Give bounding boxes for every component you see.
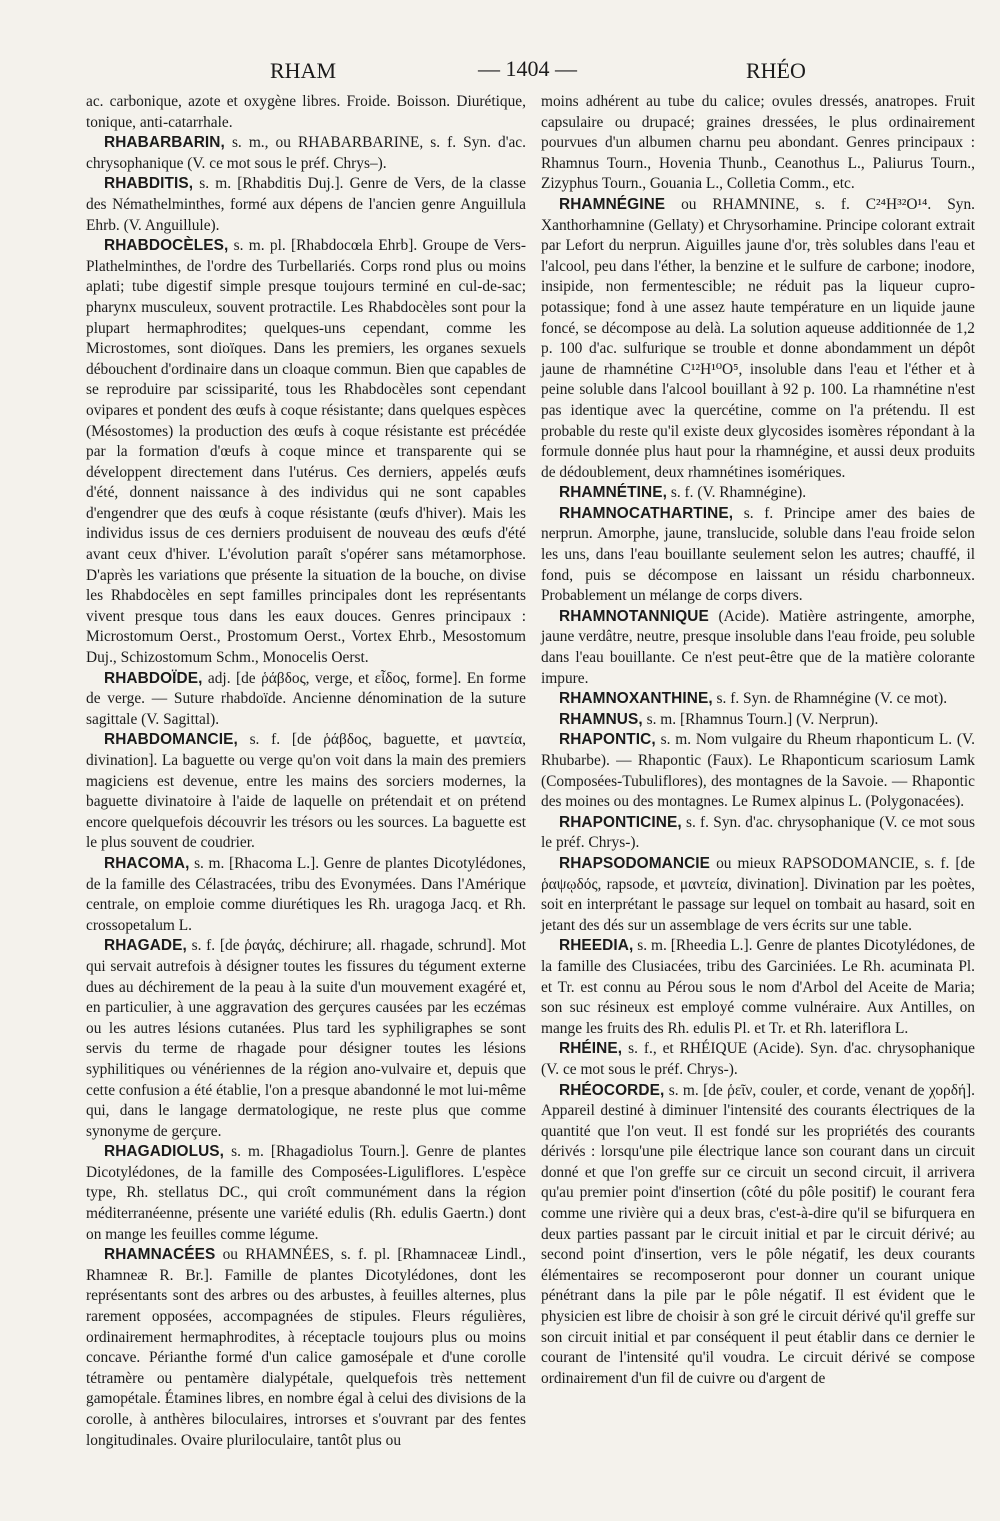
entry-headword: RHAMNOTANNIQUE xyxy=(559,607,709,625)
entry-headword: RHAGADE, xyxy=(104,937,187,955)
entry-text: s. m. [Rheedia L.]. Genre de plantes Dicotylédones, de la famille des Clusiacées, tribu des Garciniées. Le Rh. acuminata Pl. et Tr. est connu au Pérou sous le nom d'Arbol del Aceite de Maria; son suc résineux est employé comme vulnéraire. Aux Antilles, on mange les fruits des Rh. edulis Pl. et Tr. et Rh. lateriflora L. xyxy=(541,937,975,1037)
entry-text: s. f. Syn. de Rhamnégine (V. ce mot). xyxy=(712,690,948,708)
header-right-guide-word: RHÉO xyxy=(746,58,806,83)
entry-text: s. m. [Rhagadiolus Tourn.]. Genre de plantes Dicotylédones, de la famille des Composées-Liguliflores. L'espèce type, Rh. stellatus DC., qui croît communément dans la région méditerranéenne, présente une variété edulis (Rh. edulis Gaertn.) dont on mange les feuilles comme légume. xyxy=(86,1143,526,1243)
entry-text: ou mieux RAPSODOMANCIE, s. f. [de ῥαψῳδός, rapsode, et μαντεία, divination]. Divination par les poètes, soit en interprétant le passage sur lequel on tombait au hasard, soit en jetant des dés sur un assemblage de vers écrits sur une table. xyxy=(541,854,975,934)
dictionary-entry xyxy=(541,483,975,504)
dictionary-entry xyxy=(86,174,526,236)
entry-text: adj. [de ῥάβδος, verge, et εἶδος, forme]. En forme de verge. — Suture rhabdoïde. Ancienne dénomination de la suture sagittale (V. Sagittal). xyxy=(86,669,526,728)
dictionary-entry xyxy=(541,195,975,483)
entry-headword: RHAMNOXANTHINE, xyxy=(559,690,713,708)
entry-headword: RHAMNÉGINE xyxy=(559,195,666,213)
entry-text: s. m. Nom vulgaire du Rheum rhaponticum L. (V. Rhubarbe). — Rhapontic (Faux). Le Rhaponticum scariosum Lamk (Composées-Tubuliflores), des montagnes de la Savoie. — Rhapontic des moines ou des montagnes. Le Rumex alpinus L. (Polygonacées). xyxy=(541,731,975,811)
entry-headword: RHABDOCÈLES, xyxy=(104,237,229,255)
dictionary-entry xyxy=(541,710,975,731)
dictionary-entry xyxy=(86,236,526,668)
dictionary-entry xyxy=(541,689,975,710)
entry-text: s. f. Principe amer des baies de nerprun. Amorphe, jaune, translucide, soluble dans l'eau froide selon les uns, dans l'eau bouillante seulement selon les autres; chauffé, il fond, puis se décompose en laissant un résidu charbonneux. Probablement un mélange de corps divers. xyxy=(541,504,975,605)
entry-headword: RHAPONTICINE, xyxy=(559,813,682,831)
dictionary-entry xyxy=(541,92,975,195)
entry-headword: RHACOMA, xyxy=(104,854,190,872)
entry-headword: RHABDOÏDE, xyxy=(104,669,203,687)
entry-text: s. m. [Rhabditis Duj.]. Genre de Vers, de la classe des Némathelminthes, formé aux dépens de l'ancien genre Anguillula Ehrb. (V. Anguillule). xyxy=(86,175,526,234)
dictionary-entry xyxy=(86,854,526,936)
entry-headword: RHABDITIS, xyxy=(104,175,194,193)
entry-text: s. f., et RHÉIQUE (Acide). Syn. d'ac. chrysophanique (V. ce mot sous le préf. Chrys-). xyxy=(541,1040,975,1078)
dictionary-entry xyxy=(86,92,526,133)
dictionary-entry xyxy=(541,504,975,607)
entry-text: (Acide). Matière astringente, amorphe, jaune verdâtre, neutre, presque insoluble dans l'eau froide, peu soluble dans l'eau bouillante. Ce n'est peut-être que de la matière colorante impure. xyxy=(541,607,975,687)
entry-headword: RHAMNOCATHARTINE, xyxy=(559,504,734,522)
page-number: — 1404 — xyxy=(478,56,577,81)
entry-headword: RHAGADIOLUS, xyxy=(104,1143,225,1161)
entry-text: s. m. [de ῥεῖν, couler, et corde, venant de χορδή]. Appareil destiné à diminuer l'intensité des courants électriques de la quantité que l'on veut. Il est fondé sur les propriétés des courants dérivés : lorsqu'une pile électrique lance son courant dans un circuit donné et que l'on greffe sur ce circuit un second circuit, il arrivera qu'au premier point d'insertion (côté du pôle positif) le courant fera comme une rivière qui a deux bras, c'est-à-dire qu'il se bifurquera en deux parties passant par le circuit initial et par le circuit dérivé; au second point d'insertion, vers le pôle négatif, les deux courants élémentaires se recomposeront pour donner un courant unique pénétrant dans la pile par le pôle négatif. Il est évident que le physicien est libre de choisir à son gré le circuit dérivé qu'il greffe sur son circuit initial et par conséquent il peut établir dans ce dernier le courant de l'intensité qu'il voudra. Le circuit dérivé se compose ordinairement d'un fil de cuivre ou d'argent de xyxy=(541,1081,975,1387)
dictionary-entry xyxy=(86,669,526,731)
entry-headword: RHAMNACÉES xyxy=(104,1246,216,1264)
entry-text: s. m. pl. [Rhabdocœla Ehrb]. Groupe de Vers-Plathelminthes, de l'ordre des Turbellariés. Corps rond plus ou moins aplati; tube digestif simple presque toujours terminé en cul-de-sac; pharynx musculeux, souvent protractile. Les Rhabdocèles sont pour la plupart hermaphrodites; quelques-uns cependant, comme les Microstomes, sont dioïques. Dans les premiers, les organes sexuels débouchent d'ordinaire dans un cloaque commun. Bien que capables de se reproduire par scissiparité, tous les Rhabdocèles sont cependant ovipares et pondent des œufs à coque résistante; dans quelques espèces (Mésostomes) la production des œufs à coque résistante est précédée par la formation d'œufs à coque mince et transparente qui se développent directement dans l'utérus. Ces derniers, appelés œufs d'été, donnent naissance à des individus qui ne sont capables d'engendrer que des œufs à coque résistante (œufs d'hiver). Mais les individus issus de ces derniers produisent de nouveau des œufs d'été avant ceux d'hiver. L'évolution paraît s'opérer sans métamorphose. D'après les variations que présente la situation de la bouche, on divise les Rhabdocèles en sept familles principales dont les représentants vivent presque tous dans les eaux douces. Genres principaux : Microstomum Oerst., Prostomum Oerst., Vortex Ehrb., Mesostomum Duj., Schizostomum Schm., Monocelis Oerst. xyxy=(86,237,526,667)
entry-text: s. f. (V. Rhamnégine). xyxy=(666,484,807,502)
entry-headword: RHÉINE, xyxy=(559,1040,623,1058)
entry-headword: RHEEDIA, xyxy=(559,937,634,955)
entry-text: s. m. [Rhacoma L.]. Genre de plantes Dicotylédones, de la famille des Célastracées, tribu des Evonymées. Dans l'Amérique centrale, on emploie comme diurétiques les Rh. uragoga Jacq. et Rh. crossopetalum L. xyxy=(86,854,526,934)
dictionary-entry xyxy=(86,730,526,854)
dictionary-entry xyxy=(541,730,975,812)
dictionary-entry xyxy=(541,813,975,854)
dictionary-entry xyxy=(86,1142,526,1245)
entry-text: ou RHAMNÉES, s. f. pl. [Rhamnaceæ Lindl., Rhamneæ R. Br.]. Famille de plantes Dicotylédones, dont les représentants sont des arbres ou des arbustes, à feuilles alternes, plus rarement opposées, accompagnées de stipules. Fleurs régulières, ordinairement hermaphrodites, à réceptacle toujours plus ou moins concave. Périanthe formé d'un calice gamosépale et d'une corolle tétramère ou pentamère dialypétale, quelquefois très nettement gamopétale. Étamines libres, en nombre égal à celui des divisions de la corolle, à anthères biloculaires, introrses et s'ouvrant par des fentes longitudinales. Ovaire pluriloculaire, tantôt plus ou xyxy=(86,1246,526,1449)
dictionary-entry xyxy=(541,607,975,689)
entry-text: s. m. [Rhamnus Tourn.] (V. Nerprun). xyxy=(642,710,879,728)
entry-text: ou RHAMNINE, s. f. C²⁴H³²O¹⁴. Syn. Xanthorhamnine (Gellaty) et Chrysorhamine. Principe colorant extrait par Lefort du nerprun. Aiguilles jaune d'or, très solubles dans l'eau et l'alcool, peu dans l'éther, la benzine et le sulfure de carbone; inodore, insipide, non fermentescible; ne réduit pas la liqueur cupro-potassique; fond à une assez haute température en un liquide jaune foncé, se décompose au delà. La solution aqueuse additionnée de 1,2 p. 100 d'ac. sulfurique se trouble et donne abondamment un dépôt jaune de rhamnétine C¹²H¹⁰O⁵, insoluble dans l'eau et l'éther et à peine soluble dans l'alcool bouillant à 92 p. 100. La rhamnétine n'est pas identique avec la quercétine, comme on l'a prétendu. Il est probable du reste qu'il existe deux glycosides isomères répondant à la formule donnée plus haut pour la rhamnégine, et aussi deux produits de dédoublement, deux rhamnétines isomériques. xyxy=(541,195,975,481)
dictionary-entry xyxy=(541,854,975,936)
page-header xyxy=(70,52,930,88)
dictionary-entry xyxy=(86,133,526,174)
entry-headword: RHABARBARIN, xyxy=(104,134,225,152)
entry-headword: RHÉOCORDE, xyxy=(559,1081,665,1099)
entry-text: s. f. [de ῥαγάς, déchirure; all. rhagade, schrund]. Mot qui servait autrefois à désigner toutes les fissures du tégument externe dues au déchirement de la peau à la suite d'un mouvement exagéré et, en particulier, à une aggravation des gerçures causées par les eczémas ou les autres lésions cutanées. Plus tard les syphiligraphes se sont servis du terme de rhagade pour désigner toutes les lésions syphilitiques ou vénériennes de la région ano-vulvaire et, depuis que cette confusion a été établie, l'on a presque abandonné le mot lui-même qui, dans le langage dermatologique, ne reste plus que comme synonyme de gerçure. xyxy=(86,937,526,1140)
entry-headword: RHAMNUS, xyxy=(559,710,643,728)
entry-text: moins adhérent au tube du calice; ovules dressés, anatropes. Fruit capsulaire ou drupacé; graines dressées, le plus ordinairement pourvues d'un albumen charnu peu abondant. Genres principaux : Rhamnus Tourn., Hovenia Thunb., Ceanothus L., Paliurus Tourn., Zizyphus Tourn., Gouania L., Colletia Comm., etc. xyxy=(541,93,975,193)
dictionary-entry xyxy=(541,936,975,1039)
entry-text: s. f. Syn. d'ac. chrysophanique (V. ce mot sous le préf. Chrys-). xyxy=(541,813,975,852)
entry-headword: RHAPONTIC, xyxy=(559,731,656,749)
dictionary-entry xyxy=(541,1039,975,1080)
entry-headword: RHABDOMANCIE, xyxy=(104,731,238,749)
entry-headword: RHAMNÉTINE, xyxy=(559,484,667,502)
entry-headword: RHAPSODOMANCIE xyxy=(559,854,711,872)
left-column xyxy=(86,92,526,1451)
dictionary-entry xyxy=(541,1081,975,1390)
header-left-guide-word: RHAM xyxy=(270,58,337,83)
entry-text: s. m., ou RHABARBARINE, s. f. Syn. d'ac. chrysophanique (V. ce mot sous le préf. Chrys–). xyxy=(86,134,526,172)
entry-text: s. f. [de ῥάβδος, baguette, et μαντεία, divination]. La baguette ou verge qu'on voit dans la main des premiers magiciens est devenue, entre les mains des sorciers modernes, la baguette divinatoire à l'aide de laquelle on prétendait et on prétend encore quelquefois découvrir les trésors ou les sources. La baguette est le plus souvent de coudrier. xyxy=(86,731,526,852)
dictionary-entry xyxy=(86,1245,526,1451)
right-column xyxy=(541,92,975,1389)
entry-text: ac. carbonique, azote et oxygène libres. Froide. Boisson. Diurétique, tonique, anti-catarrhale. xyxy=(86,93,526,131)
dictionary-entry xyxy=(86,936,526,1142)
